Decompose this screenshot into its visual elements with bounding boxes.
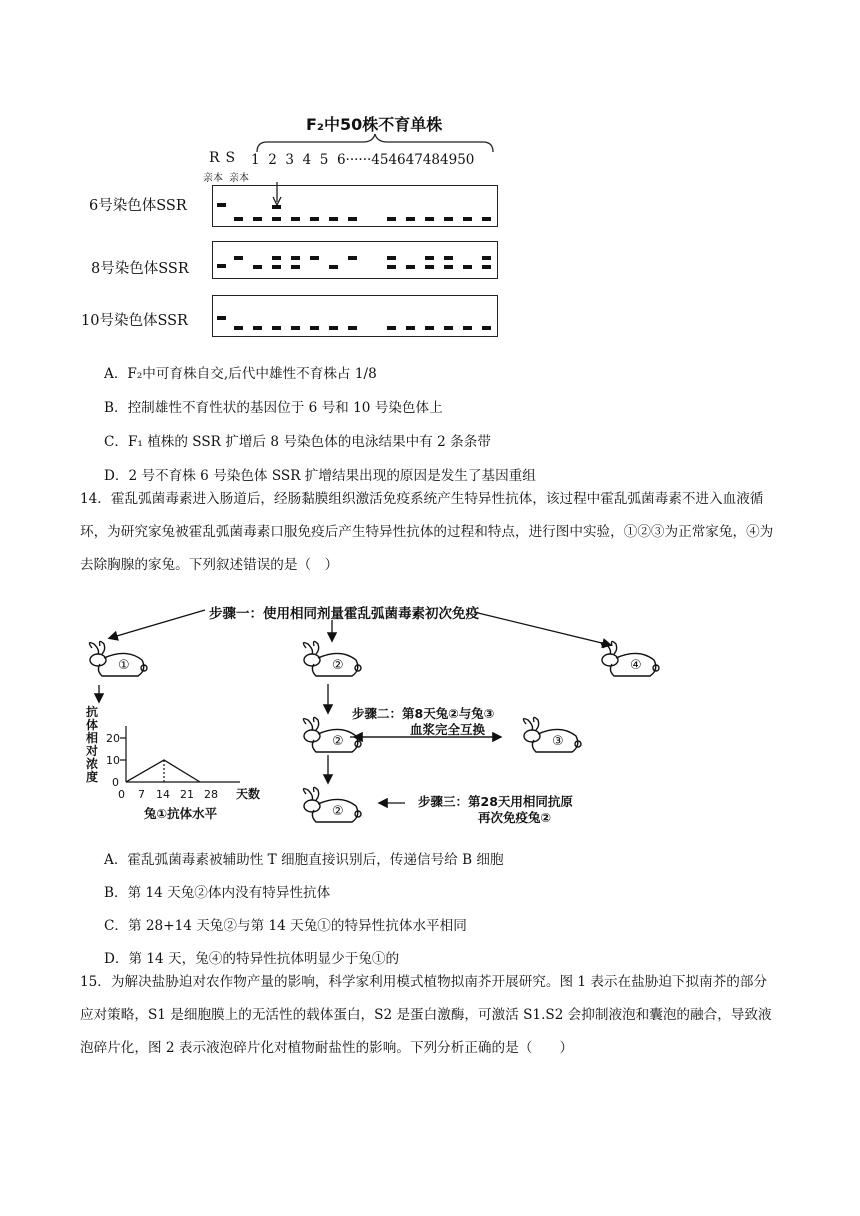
xtick-0: 0 bbox=[118, 788, 125, 800]
row-label-chr8: 8号染色体SSR bbox=[91, 261, 189, 277]
q13-option-a[interactable]: A．F₂中可育株自交,后代中雄性不育株占 1/8 bbox=[104, 366, 377, 382]
q13-option-c[interactable]: C．F₁ 植株的 SSR 扩增后 8 号染色体的电泳结果中有 2 条条带 bbox=[104, 434, 491, 450]
lane-3: 3 bbox=[285, 152, 294, 168]
step2-line1: 步骤二：第8天兔②与兔③ bbox=[352, 706, 495, 721]
row-label-chr10: 10号染色体SSR bbox=[81, 313, 188, 329]
lane-48: 48 bbox=[422, 152, 441, 168]
q13-option-d[interactable]: D．2 号不育株 6 号染色体 SSR 扩增结果出现的原因是发生了基因重组 bbox=[104, 468, 536, 484]
lane-46: 46 bbox=[388, 152, 406, 168]
xtick-14: 14 bbox=[156, 788, 170, 800]
rabbit-2-mid-label: ② bbox=[332, 734, 344, 749]
xtick-28: 28 bbox=[204, 788, 218, 800]
lane-49: 49 bbox=[440, 152, 458, 168]
lane-2: 2 bbox=[268, 152, 277, 168]
step2-line2: 血浆完全互换 bbox=[410, 722, 486, 737]
lane-5: 5 bbox=[319, 152, 329, 168]
step3-line2: 再次免疫兔② bbox=[478, 810, 552, 825]
lane-47: 47 bbox=[405, 152, 423, 168]
ytick-0: 0 bbox=[112, 776, 119, 789]
rabbit-2-bottom bbox=[296, 786, 366, 830]
lane-s: S bbox=[225, 150, 236, 166]
xtick-7: 7 bbox=[138, 788, 145, 800]
rabbit-2-bottom-label: ② bbox=[332, 804, 344, 819]
antibody-chart bbox=[100, 720, 270, 800]
q14-option-b[interactable]: B．第 14 天兔②体内没有特异性抗体 bbox=[104, 885, 331, 901]
ytick-10: 10 bbox=[106, 754, 120, 767]
rabbit-1-label: ① bbox=[118, 658, 130, 673]
rabbit-2-top bbox=[296, 640, 366, 684]
lane-50: 50 bbox=[457, 152, 475, 168]
chart-caption: 兔①抗体水平 bbox=[144, 806, 218, 821]
brace-graphic bbox=[255, 132, 495, 154]
rabbit-3-label: ③ bbox=[552, 734, 564, 749]
xtick-21: 21 bbox=[180, 788, 194, 800]
step1-label: 步骤一：使用相同剂量霍乱弧菌毒素初次免疫 bbox=[209, 606, 479, 622]
rabbit-2-label: ② bbox=[332, 658, 344, 673]
chart-ylabel: 抗体相对浓度 bbox=[86, 705, 99, 784]
lane-s-sub: 亲本 bbox=[229, 173, 249, 184]
chart-xlabel: 天数 bbox=[236, 787, 261, 800]
lane-1: 1 bbox=[251, 152, 260, 168]
lane-labels bbox=[209, 150, 235, 166]
q15-stem: 15．为解决盐胁迫对农作物产量的影响，科学家利用模式植物拟南芥开展研究。图 1 表示在盐胁迫下拟南芥的部分应对策略，S1 是细胞膜上的无活性的载体蛋白，S2 是蛋白激酶，可激活 S1.S2 会抑制液泡和囊泡的融合，导致液泡碎片化，图 2 表示液泡碎片化对植物耐盐性的影响。下列分析正确的是（ ） bbox=[80, 974, 772, 1056]
rabbit-4 bbox=[594, 640, 664, 684]
lane-numbers bbox=[251, 152, 474, 168]
rabbit-2-mid bbox=[296, 716, 366, 760]
lane-r-sub: 亲本 bbox=[203, 173, 223, 184]
gel-header: F₂中50株不育单株 bbox=[306, 115, 443, 134]
lane-6-45: 6······45 bbox=[336, 152, 389, 168]
row-label-chr6: 6号染色体SSR bbox=[89, 198, 187, 214]
q14-option-a[interactable]: A．霍乱弧菌毒素被辅助性 T 细胞直接识别后，传递信号给 B 细胞 bbox=[104, 852, 504, 868]
q14-stem: 14．霍乱弧菌毒素进入肠道后，经肠黏膜组织激活免疫系统产生特异性抗体，该过程中霍乱弧菌毒素不进入血液循环，为研究家兔被霍乱弧菌毒素口服免疫后产生特异性抗体的过程和特点，进行图中实验，①②③为正常家兔，④为去除胸腺的家兔。下列叙述错误的是（ ） bbox=[80, 491, 774, 573]
rabbit-3 bbox=[516, 716, 586, 760]
ytick-20: 20 bbox=[106, 732, 120, 745]
rabbit-1 bbox=[82, 640, 152, 684]
lane-r: R bbox=[209, 150, 220, 166]
q14-option-d[interactable]: D．第 14 天，兔④的特异性抗体明显少于兔①的 bbox=[104, 951, 400, 967]
q13-option-b[interactable]: B．控制雄性不育性状的基因位于 6 号和 10 号染色体上 bbox=[104, 400, 443, 416]
gel-bands bbox=[212, 185, 502, 340]
rabbit-4-label: ④ bbox=[630, 658, 642, 673]
q14-option-c[interactable]: C．第 28+14 天兔②与第 14 天兔①的特异性抗体水平相同 bbox=[104, 918, 467, 934]
step3-line1: 步骤三：第28天用相同抗原 bbox=[418, 794, 573, 809]
lane-4: 4 bbox=[302, 152, 312, 168]
